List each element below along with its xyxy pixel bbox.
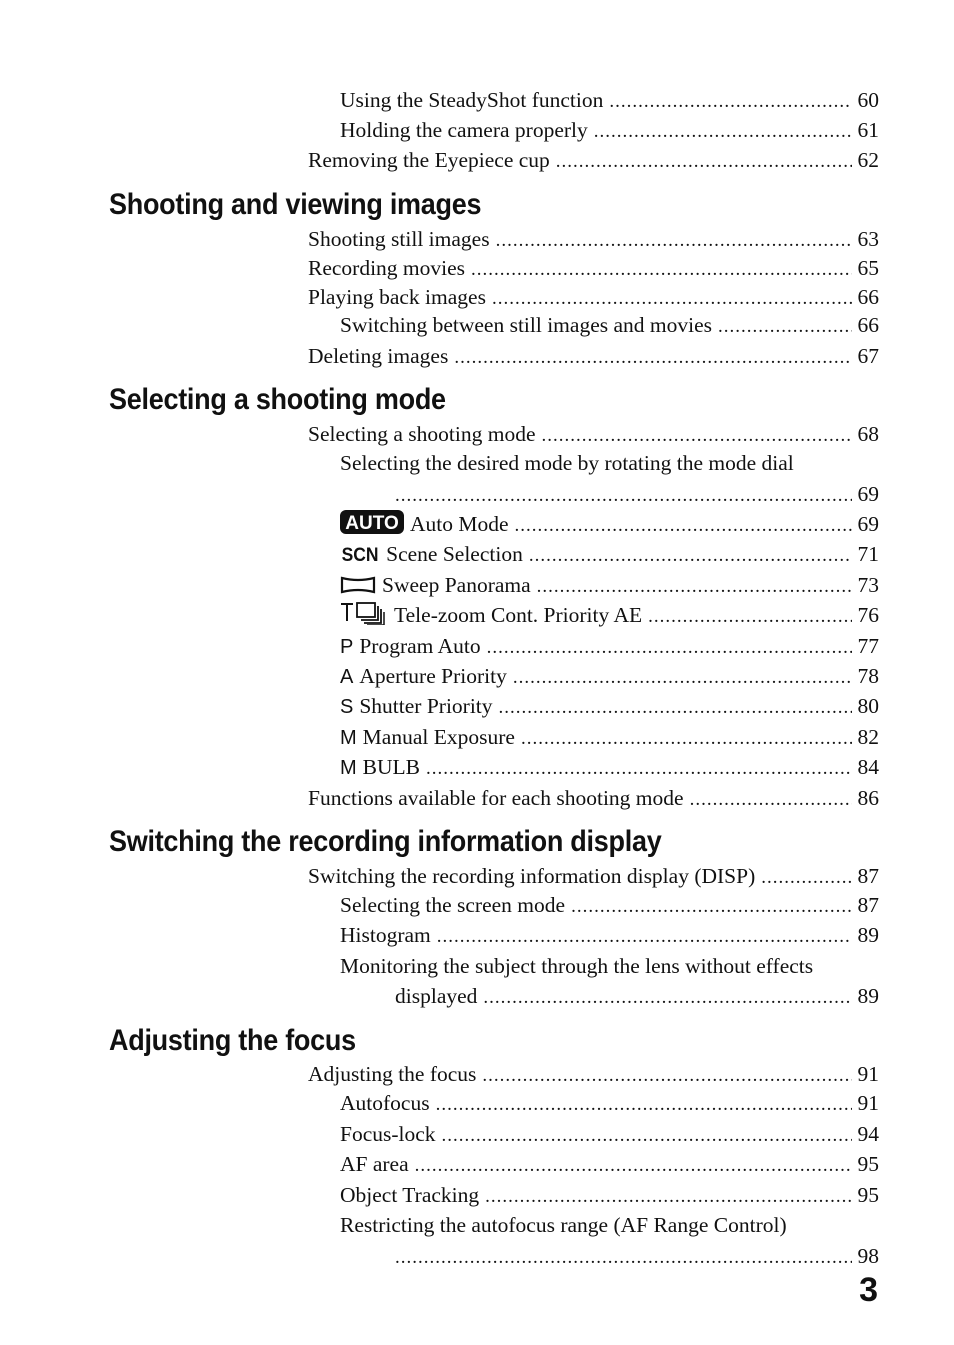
toc-entry-page: 91	[857, 1062, 879, 1086]
toc-entry-label: Sweep Panorama	[382, 573, 531, 597]
toc-entry	[395, 1242, 879, 1270]
page-number: 3	[859, 1271, 878, 1309]
toc-entry-label: Program Auto	[359, 634, 481, 658]
toc-entry-page: 69	[857, 482, 879, 506]
toc-entry-page: 71	[857, 542, 879, 566]
auto-mode-icon-text: AUTO	[345, 513, 399, 534]
tele-zoom-icon	[340, 601, 388, 625]
toc-entry-label: Switching the recording information display (DISP)	[308, 864, 756, 888]
toc-entry	[340, 311, 879, 339]
shutter-priority-icon: S	[340, 696, 354, 718]
toc-entry	[395, 480, 879, 508]
toc-entry-label: Scene Selection	[386, 542, 523, 566]
toc-leader	[718, 313, 851, 341]
toc-entry-page: 95	[857, 1152, 879, 1176]
toc-entry-page: 89	[857, 984, 879, 1008]
toc-leader	[436, 1091, 852, 1119]
toc-entry	[308, 1060, 879, 1088]
toc-leader	[454, 344, 851, 372]
toc-entry-label: Switching between still images and movies	[340, 313, 713, 337]
toc-leader	[437, 923, 852, 951]
toc-entry	[308, 225, 879, 253]
toc-leader	[594, 118, 852, 146]
toc-entry-page: 86	[857, 786, 879, 810]
toc-entry	[308, 254, 879, 282]
auto-mode-icon	[340, 510, 404, 534]
toc-entry	[308, 862, 879, 890]
toc-entry-label: Selecting the screen mode	[340, 893, 566, 917]
toc-leader	[515, 512, 852, 540]
toc-entry-page: 68	[857, 422, 879, 446]
toc-entry-label-wrap	[340, 632, 481, 661]
section-heading: Shooting and viewing images	[109, 188, 482, 221]
toc-entry	[308, 342, 879, 370]
toc-leader	[556, 148, 852, 176]
toc-entry	[340, 1150, 879, 1178]
toc-entry-page: 82	[857, 725, 879, 749]
toc-entry-label-wrap	[340, 662, 507, 691]
toc-leader	[690, 786, 852, 814]
toc-entry-label: Histogram	[340, 923, 431, 947]
toc-leader	[492, 285, 852, 313]
toc-entry	[340, 510, 879, 538]
toc-leader	[542, 422, 852, 450]
toc-entry-label: Focus-lock	[340, 1122, 436, 1146]
toc-entry-page: 62	[857, 148, 879, 172]
toc-entry-page: 91	[857, 1091, 879, 1115]
toc-entry-page: 80	[857, 694, 879, 718]
toc-leader	[426, 755, 851, 783]
toc-entry-page: 77	[857, 634, 879, 658]
toc-entry-page: 84	[857, 755, 879, 779]
toc-entry	[308, 146, 879, 174]
toc-entry-page: 65	[857, 256, 879, 280]
toc-entry	[340, 632, 879, 660]
toc-entry-label: Monitoring the subject through the lens without effects	[340, 954, 814, 978]
toc-entry-page: 61	[857, 118, 879, 142]
toc-entry-label: Manual Exposure	[362, 725, 515, 749]
toc-entry-page: 87	[857, 893, 879, 917]
toc-entry-page: 78	[857, 664, 879, 688]
toc-entry	[340, 662, 879, 690]
toc-leader	[648, 603, 851, 631]
toc-leader	[415, 1152, 852, 1180]
toc-entry-page: 94	[857, 1122, 879, 1146]
toc-entry	[340, 692, 879, 720]
toc-leader	[485, 1183, 851, 1211]
toc-entry	[340, 723, 879, 751]
toc-leader	[483, 984, 851, 1012]
toc-entry-label: Tele-zoom Cont. Priority AE	[394, 603, 643, 627]
toc-leader	[442, 1122, 852, 1150]
toc-entry	[340, 1120, 879, 1148]
toc-entry	[308, 283, 879, 311]
aperture-priority-icon: A	[340, 666, 354, 688]
toc-entry-label: Functions available for each shooting mode	[308, 786, 684, 810]
toc-entry-label: Aperture Priority	[359, 664, 507, 688]
toc-entry-page: 63	[857, 227, 879, 251]
toc-entry-label-wrap	[340, 753, 420, 782]
toc-entry-label-wrap	[340, 540, 523, 570]
toc-entry	[340, 540, 879, 568]
toc-entry-page: 69	[857, 512, 879, 536]
toc-entry-label: BULB	[362, 755, 421, 779]
toc-entry-page: 73	[857, 573, 879, 597]
toc-leader	[471, 256, 851, 284]
toc-entry-label: Deleting images	[308, 344, 449, 368]
toc-entry-label: Removing the Eyepiece cup	[308, 148, 550, 172]
toc-leader	[496, 227, 852, 255]
toc-entry-label: Shooting still images	[308, 227, 490, 251]
toc-entry-page: 60	[857, 88, 879, 112]
toc-entry-page: 98	[857, 1244, 879, 1268]
manual-exposure-icon: M	[340, 727, 357, 749]
toc-leader	[499, 694, 852, 722]
toc-entry-page: 66	[857, 313, 879, 337]
toc-entry-page: 87	[857, 864, 879, 888]
toc-entry-label: Object Tracking	[340, 1183, 480, 1207]
toc-leader	[395, 1244, 852, 1272]
toc-entry-label: Shutter Priority	[359, 694, 493, 718]
toc-leader	[482, 1062, 851, 1090]
toc-entry-label: Selecting a shooting mode	[308, 422, 536, 446]
toc-entry-page: 89	[857, 923, 879, 947]
toc-entry-label: Restricting the autofocus range (AF Range Control)	[340, 1213, 787, 1237]
toc-entry-label: Autofocus	[340, 1091, 430, 1115]
toc-entry-label-wrap	[340, 692, 493, 721]
toc-entry	[340, 116, 879, 144]
sweep-panorama-icon	[340, 575, 376, 595]
toc-entry	[340, 601, 879, 629]
toc-entry-label: Holding the camera properly	[340, 118, 588, 142]
toc-leader	[537, 573, 852, 601]
toc-leader	[395, 482, 852, 510]
toc-entry-label: Recording movies	[308, 256, 466, 280]
bulb-mode-icon: M	[340, 757, 357, 779]
toc-leader	[529, 542, 852, 570]
toc-leader	[487, 634, 852, 662]
toc-entry	[308, 420, 879, 448]
toc-leader	[571, 893, 851, 921]
toc-leader	[761, 864, 851, 892]
section-heading: Selecting a shooting mode	[109, 383, 446, 416]
toc-entry-label-cont: displayed	[395, 984, 478, 1008]
toc-entry	[340, 921, 879, 949]
section-heading: Switching the recording information display	[109, 825, 662, 858]
toc-entry-label: Auto Mode	[410, 512, 509, 536]
toc-entry	[308, 784, 879, 812]
toc-entry-label-wrap	[340, 601, 642, 629]
toc-entry-label: Playing back images	[308, 285, 486, 309]
toc-entry-page: 76	[857, 603, 879, 627]
toc-entry	[340, 753, 879, 781]
toc-entry-page: 66	[857, 285, 879, 309]
toc-entry	[395, 982, 879, 1010]
toc-entry	[340, 1089, 879, 1117]
toc-entry-label: AF area	[340, 1152, 409, 1176]
toc-entry-page: 67	[857, 344, 879, 368]
toc-leader	[609, 88, 851, 116]
toc-entry-label-wrap	[340, 571, 531, 599]
toc-entry-page: 95	[857, 1183, 879, 1207]
section-heading: Adjusting the focus	[109, 1024, 356, 1057]
toc-entry-label: Selecting the desired mode by rotating the mode dial	[340, 451, 794, 475]
toc-entry-label: Adjusting the focus	[308, 1062, 477, 1086]
toc-entry	[340, 891, 879, 919]
toc-entry	[340, 86, 879, 114]
toc-entry	[340, 1181, 879, 1209]
toc-entry-label-wrap	[340, 723, 515, 752]
toc-entry	[340, 571, 879, 599]
toc-entry-label: Using the SteadyShot function	[340, 88, 604, 112]
scene-selection-icon: SCN	[341, 545, 379, 566]
program-auto-icon: P	[340, 636, 354, 658]
toc-entry-label-wrap	[340, 510, 509, 538]
toc-leader	[521, 725, 852, 753]
toc-leader	[513, 664, 852, 692]
